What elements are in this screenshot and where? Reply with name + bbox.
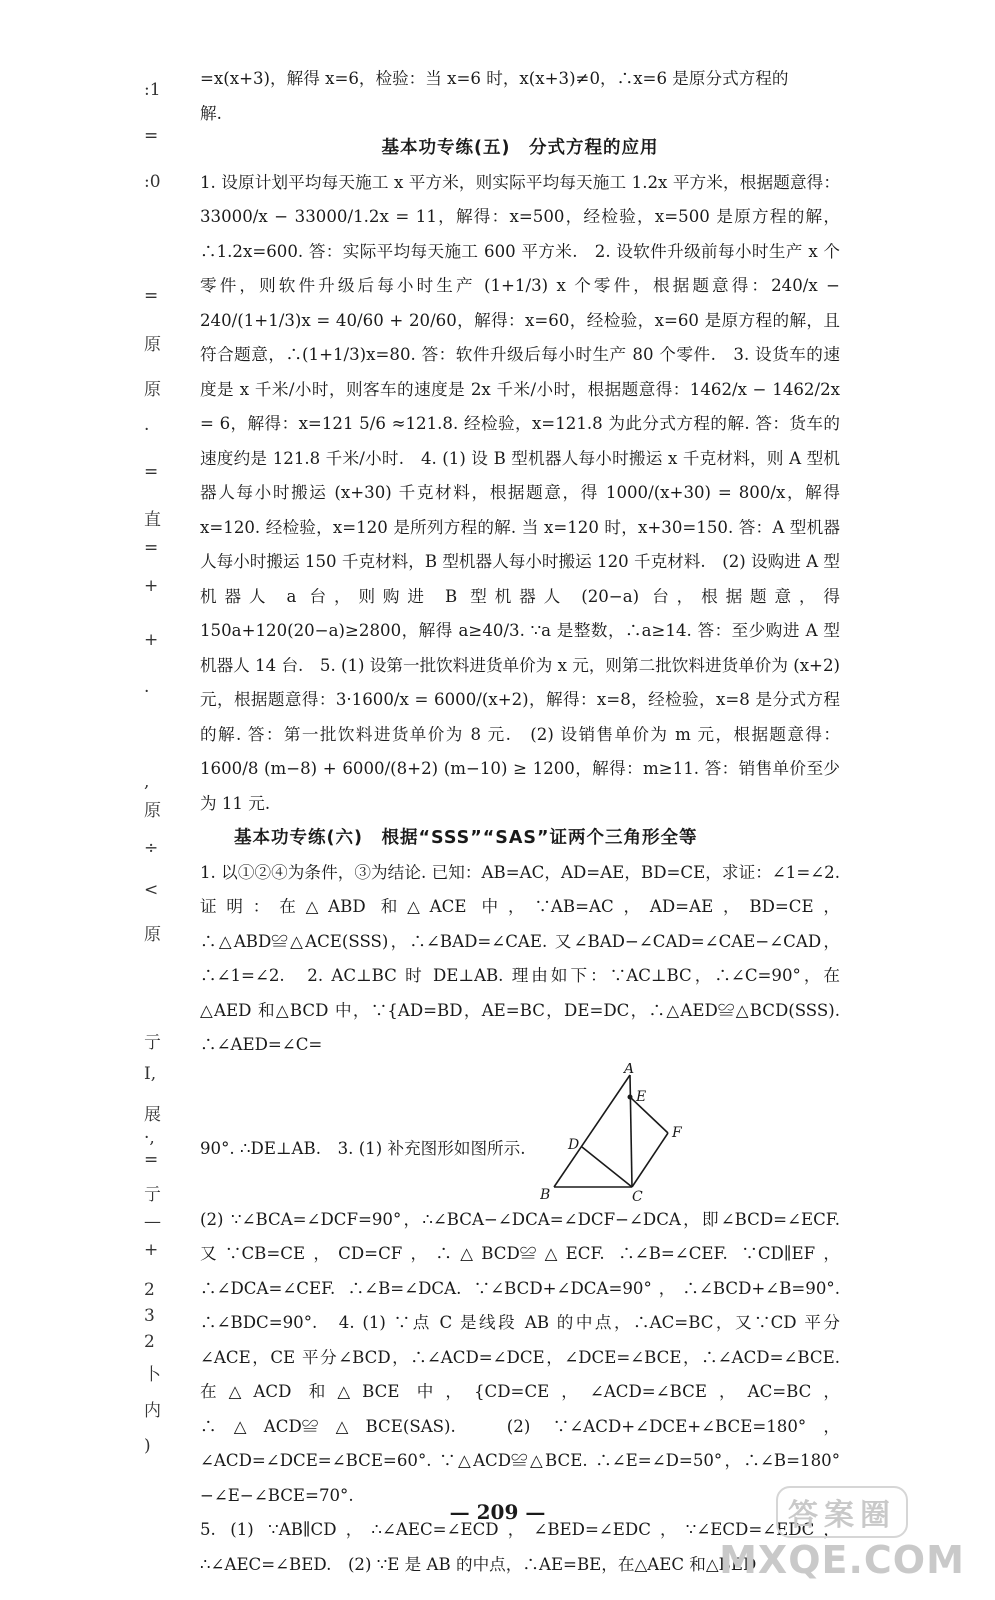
label-b: B [540, 1186, 551, 1203]
segment-ac [630, 1075, 632, 1187]
margin-mark: + [144, 576, 159, 596]
margin-mark: 亍 [144, 1185, 161, 1205]
section-heading-5: 基本功专练(五) 分式方程的应用 [381, 138, 659, 158]
margin-mark: ) [144, 1436, 151, 1456]
margin-mark: + [144, 1240, 159, 1260]
margin-mark: , [144, 772, 150, 792]
margin-mark: 卜 [144, 1365, 161, 1385]
margin-mark: + [144, 630, 159, 650]
triangle-figure [540, 1063, 700, 1203]
margin-mark: — [144, 1212, 161, 1232]
figure-row [200, 1063, 840, 1203]
margin-mark: = [144, 462, 159, 482]
margin-mark: ÷ [144, 838, 159, 858]
margin-mark: 原 [144, 335, 161, 355]
segment-ab [554, 1075, 630, 1187]
margin-mark: = [144, 286, 159, 306]
answer-content [200, 62, 840, 1582]
section-6-body-a: 1. 以①②④为条件，③为结论. 已知：AB=AC，AD=AE，BD=CE，求证：∠1=∠2. 证明：在△ABD 和△ACE 中，∵AB=AC，AD=AE，BD=CE，∴△ABD≌△ACE(SSS)，∴∠BAD=∠CAE. 又∠BAD−∠CAD=∠CAE−∠CAD，∴∠1=∠2. 2. AC⊥BC 时 DE⊥AB. 理由如下：∵AC⊥BC，∴∠C=90°，在△AED 和△BCD 中，∵{AD=BD，AE=BC，DE=DC，∴△AED≌△BCD(SSS). ∴∠AED=∠C= [200, 862, 840, 1054]
section-6-body-d: 5. (1) ∵AB∥CD，∴∠AEC=∠ECD，∠BED=∠EDC，∵∠ECD=∠EDC，∴∠AEC=∠BED. (2) ∵E 是 AB 的中点，∴AE=BE，在△AEC 和△BED [200, 1520, 840, 1574]
margin-mark: 2 [144, 1280, 155, 1300]
margin-mark: :1 [144, 80, 161, 100]
label-a: A [624, 1062, 635, 1077]
margin-mark: = [144, 538, 159, 558]
segment-fc [632, 1133, 668, 1187]
margin-mark: · [144, 420, 150, 440]
text-line: 90°. ∴DE⊥AB. 3. (1) 补充图形如图所示. [200, 1139, 526, 1158]
margin-mark: :0 [144, 172, 161, 192]
section-heading-6: 基本功专练(六) 根据“SSS”“SAS”证两个三角形全等 [234, 828, 698, 848]
point-e-dot [628, 1094, 633, 1099]
margin-mark: 原 [144, 801, 161, 821]
watermark-logo: 答案圈 [776, 1486, 908, 1538]
margin-mark: I, [144, 1064, 157, 1084]
text-line: 解. [200, 103, 222, 123]
margin-mark: 亍 [144, 1033, 161, 1053]
margin-mark: 展 [144, 1105, 161, 1125]
section-5-body: 1. 设原计划平均每天施工 x 平方米，则实际平均每天施工 1.2x 平方米，根据题意得：33000/x − 33000/1.2x = 11，解得：x=500，经检验，x=500 是原方程的解，∴1.2x=600. 答：实际平均每天施工 600 平方米. 2. 设软件升级前每小时生产 x 个零件，则软件升级后每小时生产 (1+1/3) x 个零件，根据题意得：240/x − 240/(1+1/3)x = 40/60 + 20/60，解得：x=60，经检验，x=60 是原方程的解，且符合题意，∴(1+1/3)x=80. 答：软件升级后每小时生产 80 个零件. 3. 设货车的速度是 x 千米/小时，则客车的速度是 2x 千米/小时，根据题意得：1462/x − 1462/2x = 6，解得：x=121 5/6 ≈121.8. 经检验，x=121.8 为此分式方程的解. 答：货车的速度约是 121.8 千米/小时. 4. (1) 设 B 型机器人每小时搬运 x 千克材料，则 A 型机器人每小时搬运 (x+30) 千克材料，根据题意，得 1000/(x+30) = 800/x，解得 x=120. 经检验，x=120 是所列方程的解. 当 x=120 时，x+30=150. 答：A 型机器人每小时搬运 150 千克材料，B 型机器人每小时搬运 120 千克材料. (2) 设购进 A 型机器人 a 台，则购进 B 型机器人 (20−a) 台，根据题意，得 150a+120(20−a)≥2800，解得 a≥40/3. ∵a 是整数，∴a≥14. 答：至少购进 A 型机器人 14 台. 5. (1) 设第一批饮料进货单价为 x 元，则第二批饮料进货单价为 (x+2) 元，根据题意得：3·1600/x = 6000/(x+2)，解得：x=8，经检验，x=8 是分式方程的解. 答：第一批饮料进货单价为 8 元. (2) 设销售单价为 m 元，根据题意得：1600/8 (m−8) + 6000/(8+2) (m−10) ≥ 1200，解得：m≥11. 答：销售单价至少为 11 元. [200, 172, 840, 813]
page-number: — 209 — [449, 1500, 546, 1524]
margin-mark: 直 [144, 510, 161, 530]
margin-mark: = [144, 1150, 159, 1170]
margin-mark: ·, [144, 1128, 155, 1148]
margin-mark: 3 [144, 1306, 155, 1326]
label-e: E [636, 1088, 647, 1105]
section-6-body-c: (2) ∵∠BCA=∠DCF=90°，∴∠BCA−∠DCA=∠DCF−∠DCA，即∠BCD=∠ECF. 又∵CB=CE，CD=CF，∴△BCD≌△ECF. ∴∠B=∠CEF. ∵CD∥EF，∴∠DCA=∠CEF. ∴∠B=∠DCA. ∵∠BCD+∠DCA=90°，∴∠BCD+∠B=90°. ∴∠BDC=90°. 4. (1) ∵点 C 是线段 AB 的中点，∴AC=BC，又∵CD 平分∠ACE，CE 平分∠BCD，∴∠ACD=∠DCE，∠DCE=∠BCE，∴∠ACD=∠BCE. 在△ACD 和△BCE 中，{CD=CE，∠ACD=∠BCE，AC=BC，∴△ACD≌△BCE(SAS). (2) ∵∠ACD+∠DCE+∠BCE=180°，∠ACD=∠DCE=∠BCE=60°. ∵△ACD≌△BCE. ∴∠E=∠D=50°，∴∠B=180°−∠E−∠BCE=70°. [200, 1209, 840, 1505]
margin-mark: 原 [144, 925, 161, 945]
margin-mark: 内 [144, 1401, 161, 1421]
label-d: D [568, 1136, 580, 1153]
label-c: C [632, 1188, 643, 1203]
text-line: =x(x+3)，解得 x=6，检验：当 x=6 时，x(x+3)≠0，∴x=6 是原分式方程的 [200, 69, 789, 88]
margin-mark: < [144, 880, 159, 900]
margin-mark: 2 [144, 1332, 155, 1352]
label-f: F [672, 1124, 682, 1141]
left-margin-column [130, 0, 178, 1520]
margin-mark: · [144, 682, 150, 702]
margin-mark: = [144, 126, 159, 146]
margin-mark: 原 [144, 380, 161, 400]
watermark [707, 1486, 977, 1582]
watermark-url: MXQE.COM [719, 1538, 965, 1582]
segment-dc [582, 1147, 632, 1187]
